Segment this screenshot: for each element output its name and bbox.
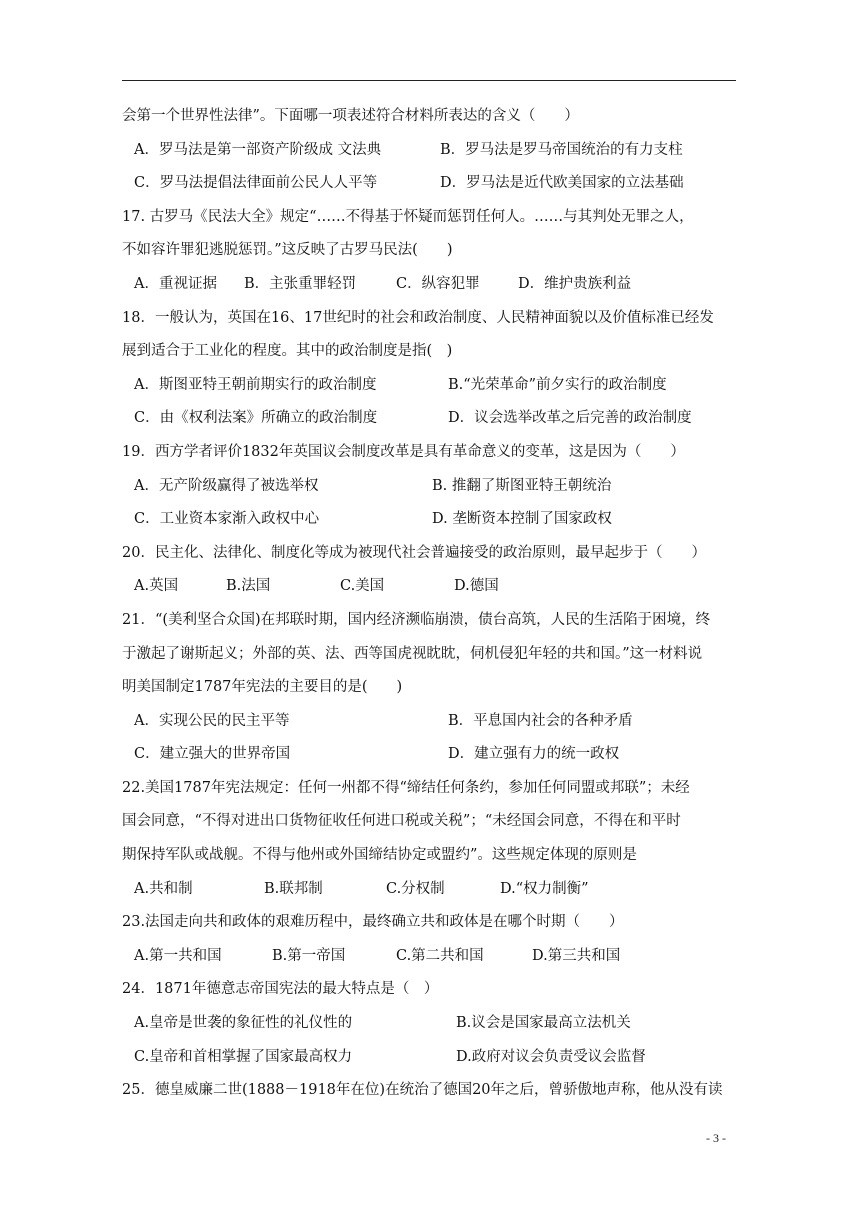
option-d: D.第三共和国 (532, 947, 621, 964)
option-d: D. 垄断资本控制了国家政权 (432, 511, 612, 528)
question-24-text: 24．1871年德意志帝国宪法的最大特点是（ ） (122, 981, 439, 998)
option-c: C．工业资本家渐入政权中心 (134, 511, 320, 528)
intro-options (122, 140, 736, 160)
option-b: B.法国 (226, 578, 271, 595)
option-c: C.分权制 (386, 880, 445, 897)
option-b: B.议会是国家最高立法机关 (456, 1015, 631, 1032)
option-b: B．平息国内社会的各种矛盾 (448, 712, 633, 729)
option-a: A.共和制 (134, 880, 193, 897)
question-22-text: 22.美国1787年宪法规定：任何一州都不得“缔结任何条约，参加任何同盟或邦联”；未经 (122, 779, 690, 796)
option-c: C．由《权利法案》所确立的政治制度 (134, 410, 378, 427)
question-17-text: 17. 古罗马《民法大全》规定“……不得基于怀疑而惩罚任何人。……与其判处无罪之人， (122, 208, 694, 225)
option-a: A．无产阶级赢得了被选举权 (134, 477, 319, 494)
intro-options (122, 173, 736, 193)
question-21-options (122, 744, 736, 764)
option-a: A．实现公民的民主平等 (134, 712, 290, 729)
question-18-options (122, 375, 736, 395)
question-22-text: 期保持军队或战舰。不得与他州或外国缔结协定或盟约”。这些规定体现的原则是 (122, 847, 637, 864)
intro-option-c: C．罗马法提倡法律面前公民人人平等 (134, 175, 378, 192)
question-25-text: 25．德皇威廉二世(1888－1918年在位)在统治了德国20年之后，曾骄傲地声称，他从没有读 (122, 1082, 723, 1099)
option-c: C.第二共和国 (396, 947, 484, 964)
option-d: D．维护贵族利益 (518, 275, 632, 292)
option-b: B．主张重罪轻罚 (244, 275, 357, 292)
option-c: C.皇帝和首相掌握了国家最高权力 (134, 1048, 353, 1065)
question-22-text: 国会同意，“不得对进出口货物征收任何进口税或关税”；“未经国会同意，不得在和平时 (122, 813, 681, 830)
option-a: A．斯图亚特王朝前期实行的政治制度 (134, 376, 377, 393)
option-c: C．建立强大的世界帝国 (134, 746, 291, 763)
option-d: D．建立强有力的统一政权 (448, 746, 620, 763)
question-19-options (122, 476, 736, 496)
option-b: B. 推翻了斯图亚特王朝统治 (432, 477, 612, 494)
option-d: D.“权力制衡” (500, 880, 589, 897)
question-19-options (122, 509, 736, 529)
option-d: D.德国 (454, 578, 499, 595)
question-23-text: 23.法国走向共和政体的艰难历程中，最终确立共和政体是在哪个时期（ ） (122, 914, 624, 931)
option-d: D．议会选举改革之后完善的政治制度 (448, 410, 692, 427)
option-c: C.美国 (340, 578, 385, 595)
question-19-text: 19．西方学者评价1832年英国议会制度改革是具有革命意义的变革，这是因为（ ） (122, 443, 685, 460)
question-20-text: 20．民主化、法律化、制度化等成为被现代社会普遍接受的政治原则，最早起步于（ ） (122, 544, 706, 561)
page-number: - 3 - (706, 1131, 726, 1145)
exam-page (122, 106, 736, 1114)
question-18-text: 18．一般认为，英国在16、17世纪时的社会和政治制度、人民精神面貌以及价值标准已经发 (122, 309, 714, 326)
question-20-options (122, 576, 736, 596)
option-c: C．纵容犯罪 (396, 275, 480, 292)
question-22-options (122, 879, 736, 899)
intro-option-d: D．罗马法是近代欧美国家的立法基础 (440, 175, 684, 192)
question-18-options (122, 408, 736, 428)
question-21-text: 明美国制定1787年宪法的主要目的是( ) (122, 679, 403, 696)
option-a: A.皇帝是世袭的象征性的礼仪性的 (134, 1015, 353, 1032)
option-a: A．重视证据 (134, 275, 217, 292)
option-a: A.英国 (134, 578, 179, 595)
intro-option-a: A．罗马法是第一部资产阶级成 文法典 (134, 141, 382, 158)
option-b: B.“光荣革命”前夕实行的政治制度 (448, 376, 667, 393)
question-23-options (122, 946, 736, 966)
question-24-options (122, 1013, 736, 1033)
question-17-text: 不如容许罪犯逃脱惩罚。”这反映了古罗马民法( ) (122, 242, 453, 259)
question-21-options (122, 711, 736, 731)
header-rule (122, 80, 736, 81)
question-21-text: 于激起了谢斯起义；外部的英、法、西等国虎视眈眈，伺机侵犯年轻的共和国。”这一材料说 (122, 645, 703, 662)
intro-option-b: B．罗马法是罗马帝国统治的有力支柱 (440, 141, 683, 158)
question-24-options (122, 1047, 736, 1067)
question-17-options (122, 274, 736, 294)
option-a: A.第一共和国 (134, 947, 222, 964)
option-b: B.第一帝国 (272, 947, 346, 964)
question-21-text: 21．“(美利坚合众国)在邦联时期，国内经济濒临崩溃，债台高筑，人民的生活陷于困境，终 (122, 611, 711, 628)
option-b: B.联邦制 (264, 880, 323, 897)
question-18-text: 展到适合于工业化的程度。其中的政治制度是指( ) (122, 343, 453, 360)
intro-line: 会第一个世界性法律”。下面哪一项表述符合材料所表达的含义（ ） (122, 108, 579, 124)
option-d: D.政府对议会负责受议会监督 (456, 1048, 646, 1065)
